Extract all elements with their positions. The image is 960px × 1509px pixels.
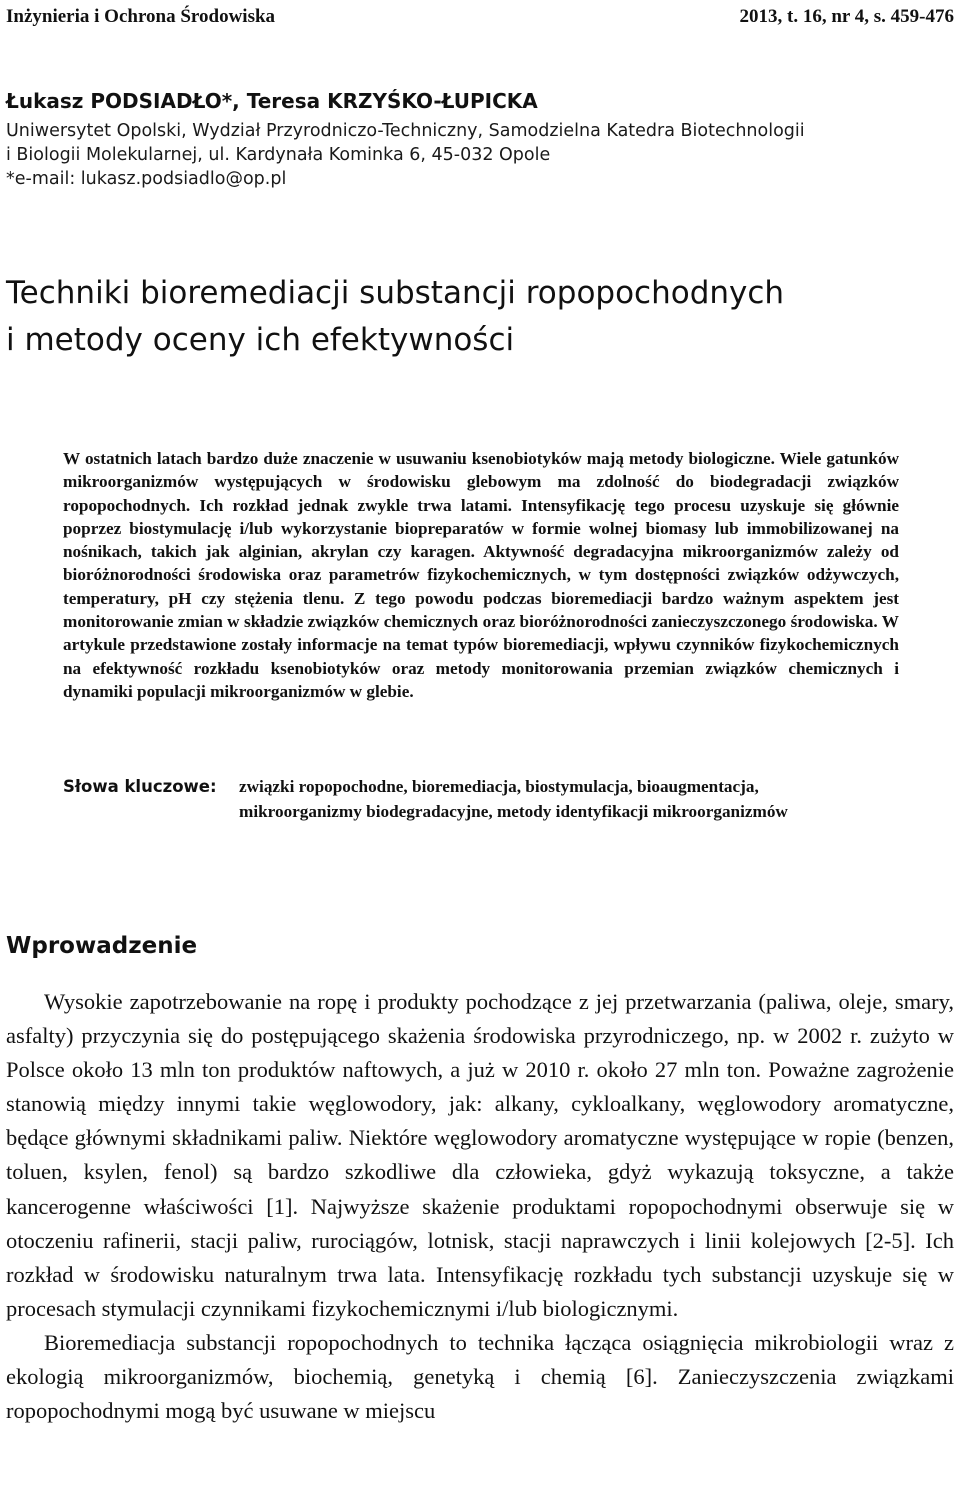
authors: Łukasz PODSIADŁO*, Teresa KRZYŚKO-ŁUPICKA	[6, 89, 538, 113]
citation-info: 2013, t. 16, nr 4, s. 459-476	[739, 6, 954, 27]
keywords-line-2: mikroorganizmy biodegradacyjne, metody identyfikacji mikroorganizmów	[239, 802, 788, 821]
abstract: W ostatnich latach bardzo duże znaczenie w usuwaniu ksenobiotyków mają metody biologiczne. Wiele gatunków mikroorganizmów występujących w środowisku glebowym ma zdolność do biodegradacji związków ropopochodnych. Ich rozkład jednak zwykle trwa latami. Intensyfikację tego procesu uzyskuje się głównie poprzez biostymulację i/lub wykorzystanie biopreparatów w formie wolnej biomasy lub immobilizowanej na nośnikach, takich jak alginian, akrylan czy karagen. Aktywność degradacyjna mikroorganizmów zależy od bioróżnorodności środowiska oraz parametrów fizykochemicznych, w tym dostępności związków odżywczych, temperatury, pH czy stężenia tlenu. Z tego powodu podczas bioremediacji bardzo ważnym aspektem jest monitorowanie zmian w składzie związków chemicznych oraz bioróżnorodności zanieczyszczonego środowiska. W artykule przedstawione zostały informacje na temat typów bioremediacji, wpływu czynników fizykochemicznych na efektywność rozkładu ksenobiotyków oraz metody monitorowania przemian związków chemicznych i dynamiki populacji mikroorganizmów w glebie.	[63, 449, 899, 701]
section-heading: Wprowadzenie	[6, 933, 198, 959]
author-email: *e-mail: lukasz.podsiadlo@op.pl	[6, 169, 287, 189]
affiliation-line-1: Uniwersytet Opolski, Wydział Przyrodniczo-Techniczny, Samodzielna Katedra Biotechnologii	[6, 121, 805, 141]
keywords-label: Słowa kluczowe:	[63, 777, 217, 796]
paragraph-1: Wysokie zapotrzebowanie na ropę i produkty pochodzące z jej przetwarzania (paliwa, oleje, smary, asfalty) przyczynia się do postępującego skażenia środowiska przyrodniczego, np. w 2002 r. zużyto w Polsce około 13 mln ton produktów naftowych, a już w 2010 r. około 27 mln ton. Poważne zagrożenie stanowią między innymi takie węglowodory, jak: alkany, cykloalkany, węglowodory aromatyczne, będące głównymi składnikami paliw. Niektóre węglowodory aromatyczne występujące w ropie (benzen, toluen, ksylen, fenol) są bardzo szkodliwe dla człowieka, gdyż wykazują toksyczne, a także kancerogenne właściwości [1]. Najwyższe skażenie produktami ropopochodnymi obserwuje się w otoczeniu rafinerii, stacji paliw, rurociągów, lotnisk, stacji naprawczych i linii kolejowych [2-5]. Ich rozkład w środowisku naturalnym trwa lata. Intensyfikację rozkładu tych substancji uzyskuje się w procesach stymulacji czynnikami fizykochemicznymi i/lub biologicznymi.	[6, 989, 954, 1321]
title-line-1: Techniki bioremediacji substancji ropopochodnych	[6, 275, 785, 311]
affiliation	[6, 119, 956, 191]
affiliation-line-2: i Biologii Molekularnej, ul. Kardynała Kominka 6, 45-032 Opole	[6, 145, 551, 165]
paragraph-2: Bioremediacja substancji ropopochodnych to technika łącząca osiągnięcia mikrobiologii wraz z ekologią mikroorganizmów, biochemią, genetyką i chemią [6]. Zanieczyszczenia związkami ropopochodnymi mogą być usuwane w miejscu	[6, 1329, 954, 1424]
section-body	[6, 985, 954, 1428]
article-title	[6, 270, 956, 364]
title-line-2: i metody oceny ich efektywności	[6, 322, 515, 358]
journal-name: Inżynieria i Ochrona Środowiska	[6, 6, 276, 27]
keywords-list	[239, 774, 939, 824]
running-header	[6, 4, 954, 30]
keywords-line-1: związki ropopochodne, bioremediacja, biostymulacja, bioaugmentacja,	[239, 777, 759, 796]
